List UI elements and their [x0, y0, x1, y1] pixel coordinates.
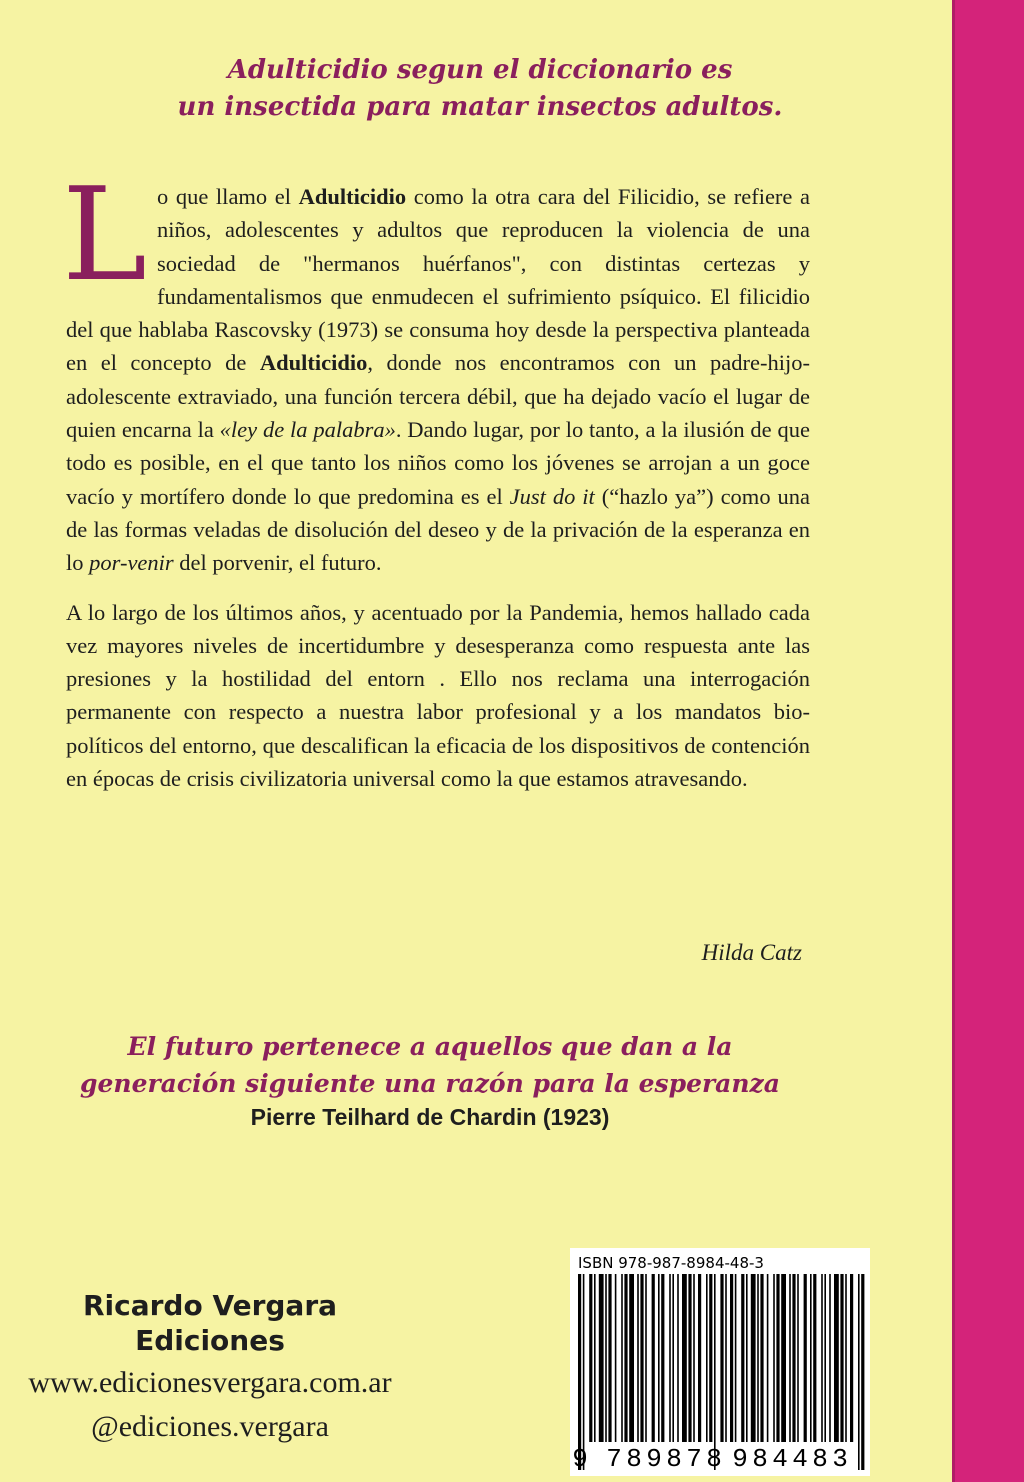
italic-term: Just do it [509, 483, 595, 509]
barcode-bar [789, 1274, 791, 1442]
text-run: . Dando lugar, por lo tanto, a la ilusión de que todo es posible, en el que tanto los niños como los jóvenes se arrojan a un goce vacío y mortífero donde lo que predomina es el [66, 417, 810, 509]
barcode-bar [757, 1274, 759, 1442]
barcode-digit: 7 [606, 1444, 622, 1474]
barcode-bar [624, 1274, 627, 1442]
bold-term: Adulticidio [259, 350, 368, 376]
barcode-bar [594, 1274, 596, 1442]
italic-term: «ley de la palabra» [219, 417, 396, 443]
bold-term: Adulticidio [298, 184, 407, 209]
publisher-name-line-1: Ricardo Vergara [82, 1289, 338, 1322]
publisher-website: www.edicionesvergara.com.ar [28, 1366, 392, 1399]
barcode-bar [730, 1274, 733, 1442]
barcode-bar [629, 1274, 634, 1442]
barcode-bar [720, 1274, 723, 1442]
barcode-bar [672, 1274, 674, 1442]
barcode-bar [645, 1274, 647, 1442]
barcode-bar [682, 1274, 687, 1442]
barcode-bar [804, 1274, 807, 1442]
barcode-bar [741, 1274, 744, 1442]
barcode-bar [725, 1274, 727, 1442]
barcode-bar [652, 1274, 655, 1442]
text-run: del porvenir, el futuro. [173, 550, 382, 576]
barcode-bar [821, 1274, 823, 1442]
barcode-digit: 8 [666, 1444, 682, 1474]
spine-stripe [955, 0, 1024, 1482]
barcode-bar [640, 1274, 643, 1442]
barcode-bar [767, 1274, 769, 1442]
barcode-bars [570, 1248, 870, 1476]
barcode-bar [693, 1274, 695, 1442]
epigraph-line-2: un insectida para matar insectos adultos. [177, 92, 783, 122]
barcode-digit: 8 [706, 1444, 722, 1474]
text-run: como la otra cara del Filicidio, se refiere a niños, adolescentes y adultos que reproducen la violencia de una sociedad de "hermanos huérfanos", con distintas certezas y fundamentalismos que enmudecen el sufrimiento psíquico. El filicidio del que hablaba Rascovsky (1973) se consuma hoy desde la perspectiva planteada en el concepto de [66, 184, 810, 376]
barcode-digit: 4 [772, 1444, 788, 1474]
barcode-bar [583, 1274, 585, 1470]
barcode-bar [813, 1274, 816, 1442]
barcode-bar [840, 1274, 843, 1442]
quote-line-2: generación siguiente una razón para la esperanza [80, 1069, 780, 1098]
barcode-bar [658, 1274, 660, 1442]
quote-line-1: El futuro pertenece a aquellos que dan a la [127, 1032, 733, 1061]
barcode-bar [850, 1274, 853, 1442]
barcode-digit: 8 [812, 1444, 828, 1474]
barcode-bar [669, 1274, 671, 1442]
barcode-bar [810, 1274, 812, 1442]
synopsis [62, 161, 810, 795]
barcode-bar [792, 1274, 795, 1442]
barcode-bar [677, 1274, 679, 1442]
barcode-bar [760, 1274, 763, 1442]
barcode-digit: 9 [572, 1444, 588, 1474]
epigraph-line-1: Adulticidio segun el diccionario es [227, 55, 733, 85]
barcode-bar [845, 1274, 847, 1442]
publisher-block [10, 1288, 410, 1446]
barcode-bar [797, 1274, 799, 1442]
barcode-bar [781, 1274, 786, 1442]
barcode-bar [706, 1274, 708, 1442]
barcode [570, 1248, 870, 1476]
text-run: (“hazlo ya”) como una de las formas veladas de disolución del deseo y de la privación de la esperanza en lo [66, 483, 810, 576]
barcode-bar [578, 1274, 581, 1470]
barcode-digit: 9 [732, 1444, 748, 1474]
barcode-bar [776, 1274, 779, 1442]
barcode-digit: 9 [646, 1444, 662, 1474]
barcode-bar [661, 1274, 664, 1442]
publisher-name-line-2: Ediciones [135, 1324, 285, 1357]
synopsis-paragraph-1 [62, 161, 810, 580]
barcode-digit: 8 [626, 1444, 642, 1474]
epigraph [150, 52, 810, 126]
publisher-social-handle: @ediciones.vergara [91, 1410, 329, 1443]
barcode-bar [621, 1274, 623, 1442]
barcode-digit: 4 [792, 1444, 808, 1474]
barcode-bar [714, 1274, 716, 1470]
drop-cap: L [62, 161, 147, 310]
barcode-bar [829, 1274, 831, 1442]
barcode-bar [688, 1274, 691, 1442]
italic-term: por-venir [89, 550, 174, 576]
synopsis-paragraph-2: A lo largo de los últimos años, y acentuado por la Pandemia, hemos hallado cada vez mayores niveles de incertidumbre y desesperanza como respuesta ante las presiones y la hostilidad del entorn . Ello nos reclama una interrogación permanente con respecto a nuestra labor profesional y a los mandatos bio-políticos del entorno, que descalifican la eficacia de los dispositivos de contención en épocas de crisis civilizatoria universal como la que estamos atravesando. [66, 599, 810, 792]
barcode-bar [735, 1274, 737, 1442]
barcode-bar [608, 1274, 611, 1442]
barcode-bar [599, 1274, 604, 1442]
barcode-digit: 8 [752, 1444, 768, 1474]
barcode-bar [824, 1274, 826, 1442]
quote-author: Pierre Teilhard de Chardin (1923) [250, 1104, 610, 1130]
author-signature: Hilda Catz [701, 940, 802, 965]
barcode-digit: 7 [686, 1444, 702, 1474]
barcode-bar [751, 1274, 756, 1442]
text-run: o que llamo el [157, 184, 299, 209]
closing-quote [80, 1028, 780, 1102]
barcode-bar [834, 1274, 839, 1442]
barcode-bar [746, 1274, 748, 1442]
barcode-bar [615, 1274, 617, 1442]
barcode-bar [698, 1274, 701, 1442]
barcode-bar [605, 1274, 607, 1442]
barcode-bar [773, 1274, 775, 1442]
isbn-label: ISBN 978-987-8984-48-3 [578, 1254, 764, 1272]
barcode-bar [709, 1274, 712, 1442]
barcode-bar [589, 1274, 592, 1442]
barcode-digit: 3 [832, 1444, 848, 1474]
text-run: , donde nos encontramos con un padre-hijo-adolescente extraviado, una función tercera débil, que ha dejado vacío el lugar de quien encarna la [66, 350, 810, 443]
barcode-bar [637, 1274, 639, 1442]
barcode-bar [858, 1274, 860, 1470]
barcode-bar [861, 1274, 864, 1470]
